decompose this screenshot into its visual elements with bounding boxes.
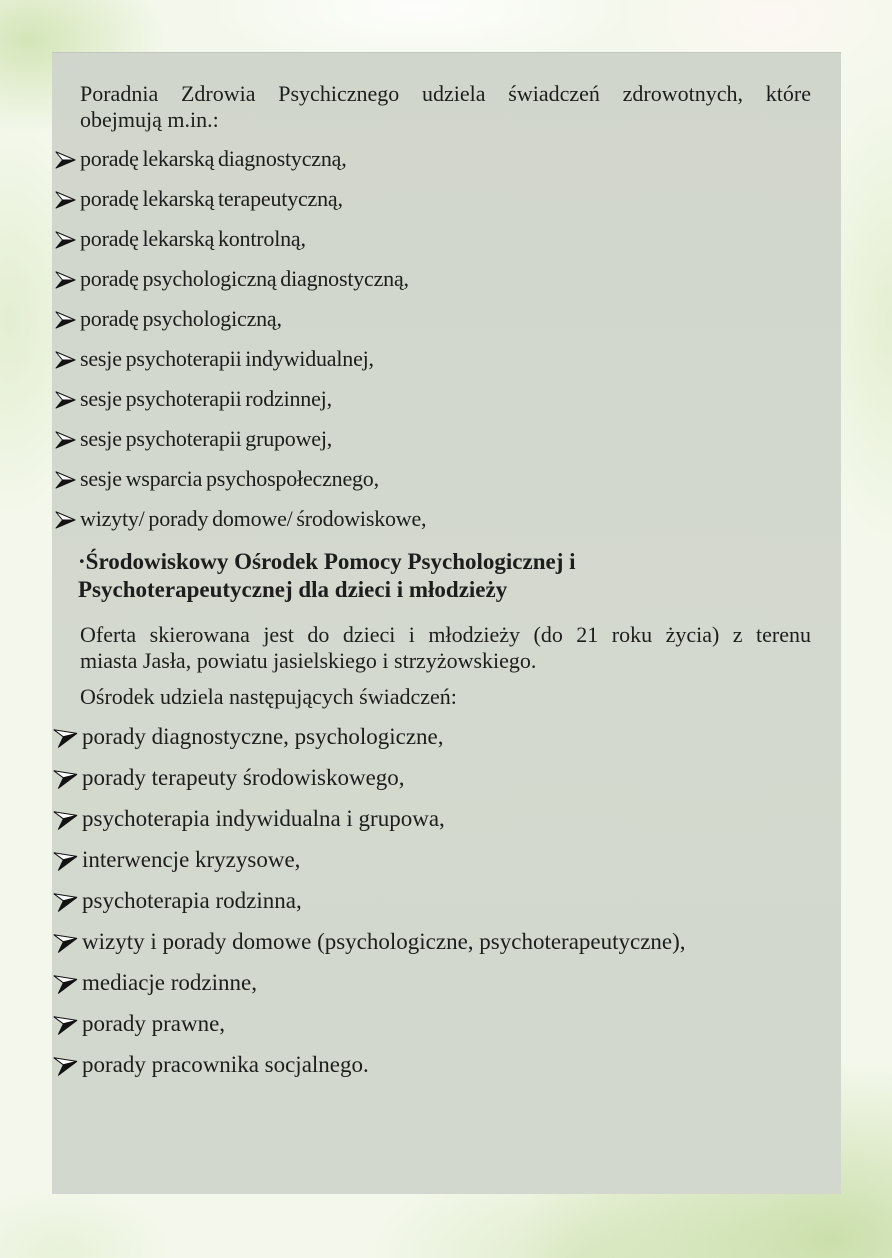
clinic-services-list <box>52 146 841 532</box>
list-item <box>54 764 821 791</box>
list-item-label: interwencje kryzysowe, <box>82 847 301 872</box>
list-item-label: porady diagnostyczne, psychologiczne, <box>82 724 444 749</box>
list-item-label: poradę psychologiczną diagnostyczną, <box>80 266 409 291</box>
arrow-bullet-icon <box>54 466 80 489</box>
list-item <box>54 928 821 955</box>
list-item <box>54 466 821 492</box>
intro-paragraph <box>80 81 811 133</box>
services-intro <box>80 684 811 710</box>
list-item-label: porady pracownika socjalnego. <box>82 1052 369 1077</box>
services-intro-line: Ośrodek udziela następujących świadczeń: <box>80 684 457 709</box>
list-item <box>54 306 821 332</box>
offer-line: Oferta skierowana jest do dzieci i młodzieży (do 21 roku życia) z terenu <box>80 622 811 647</box>
arrow-bullet-icon <box>54 1051 82 1074</box>
arrow-bullet-icon <box>54 226 80 249</box>
list-item <box>54 146 821 172</box>
list-item-label: poradę lekarską kontrolną, <box>80 226 306 251</box>
list-item <box>54 969 821 996</box>
list-item <box>54 266 821 292</box>
list-item-label: mediacje rodzinne, <box>82 970 257 995</box>
list-item <box>54 506 821 532</box>
list-item <box>54 1010 821 1037</box>
list-item-label: porady terapeuty środowiskowego, <box>82 765 405 790</box>
list-item <box>54 887 821 914</box>
list-item-label: porady prawne, <box>82 1011 226 1036</box>
list-item-label: sesje psychoterapii grupowej, <box>80 426 333 451</box>
list-item-label: psychoterapia rodzinna, <box>82 888 302 913</box>
list-item-label: sesje psychoterapii indywidualnej, <box>80 346 374 371</box>
list-item <box>54 226 821 252</box>
center-services-list <box>52 723 841 1078</box>
offer-paragraph <box>80 622 811 674</box>
list-item-label: wizyty i porady domowe (psychologiczne, psychoterapeutyczne), <box>82 929 686 954</box>
list-item <box>54 805 821 832</box>
list-item-label: sesje psychoterapii rodzinnej, <box>80 386 332 411</box>
list-item-label: wizyty/ porady domowe/ środowiskowe, <box>80 506 427 531</box>
intro-line: Poradnia Zdrowia Psychicznego udziela świadczeń zdrowotnych, które <box>80 81 811 106</box>
intro-line: obejmują m.in.: <box>80 107 219 132</box>
list-item-label: poradę psychologiczną, <box>80 306 282 331</box>
arrow-bullet-icon <box>54 846 82 869</box>
offer-line: miasta Jasła, powiatu jasielskiego i strzyżowskiego. <box>80 648 537 673</box>
list-item <box>54 386 821 412</box>
list-item <box>54 346 821 372</box>
list-item-label: psychoterapia indywidualna i grupowa, <box>82 806 445 831</box>
content-panel <box>52 52 841 1194</box>
arrow-bullet-icon <box>54 186 80 209</box>
arrow-bullet-icon <box>54 146 80 169</box>
arrow-bullet-icon <box>54 1010 82 1033</box>
arrow-bullet-icon <box>54 805 82 828</box>
arrow-bullet-icon <box>54 266 80 289</box>
arrow-bullet-icon <box>54 386 80 409</box>
arrow-bullet-icon <box>54 426 80 449</box>
list-item-label: poradę lekarską diagnostyczną, <box>80 146 347 171</box>
arrow-bullet-icon <box>54 723 82 746</box>
arrow-bullet-icon <box>54 506 80 529</box>
section-heading-line: ·Środowiskowy Ośrodek Pomocy Psychologicznej i <box>78 549 576 574</box>
list-item <box>54 426 821 452</box>
arrow-bullet-icon <box>54 346 80 369</box>
arrow-bullet-icon <box>54 969 82 992</box>
list-item <box>54 723 821 750</box>
arrow-bullet-icon <box>54 928 82 951</box>
section-heading <box>78 548 811 604</box>
section-heading-line: Psychoterapeutycznej dla dzieci i młodzieży <box>78 577 508 602</box>
list-item <box>54 186 821 212</box>
list-item-label: sesje wsparcia psychospołecznego, <box>80 466 379 491</box>
arrow-bullet-icon <box>54 306 80 329</box>
arrow-bullet-icon <box>54 887 82 910</box>
list-item <box>54 1051 821 1078</box>
list-item-label: poradę lekarską terapeutyczną, <box>80 186 343 211</box>
arrow-bullet-icon <box>54 764 82 787</box>
list-item <box>54 846 821 873</box>
